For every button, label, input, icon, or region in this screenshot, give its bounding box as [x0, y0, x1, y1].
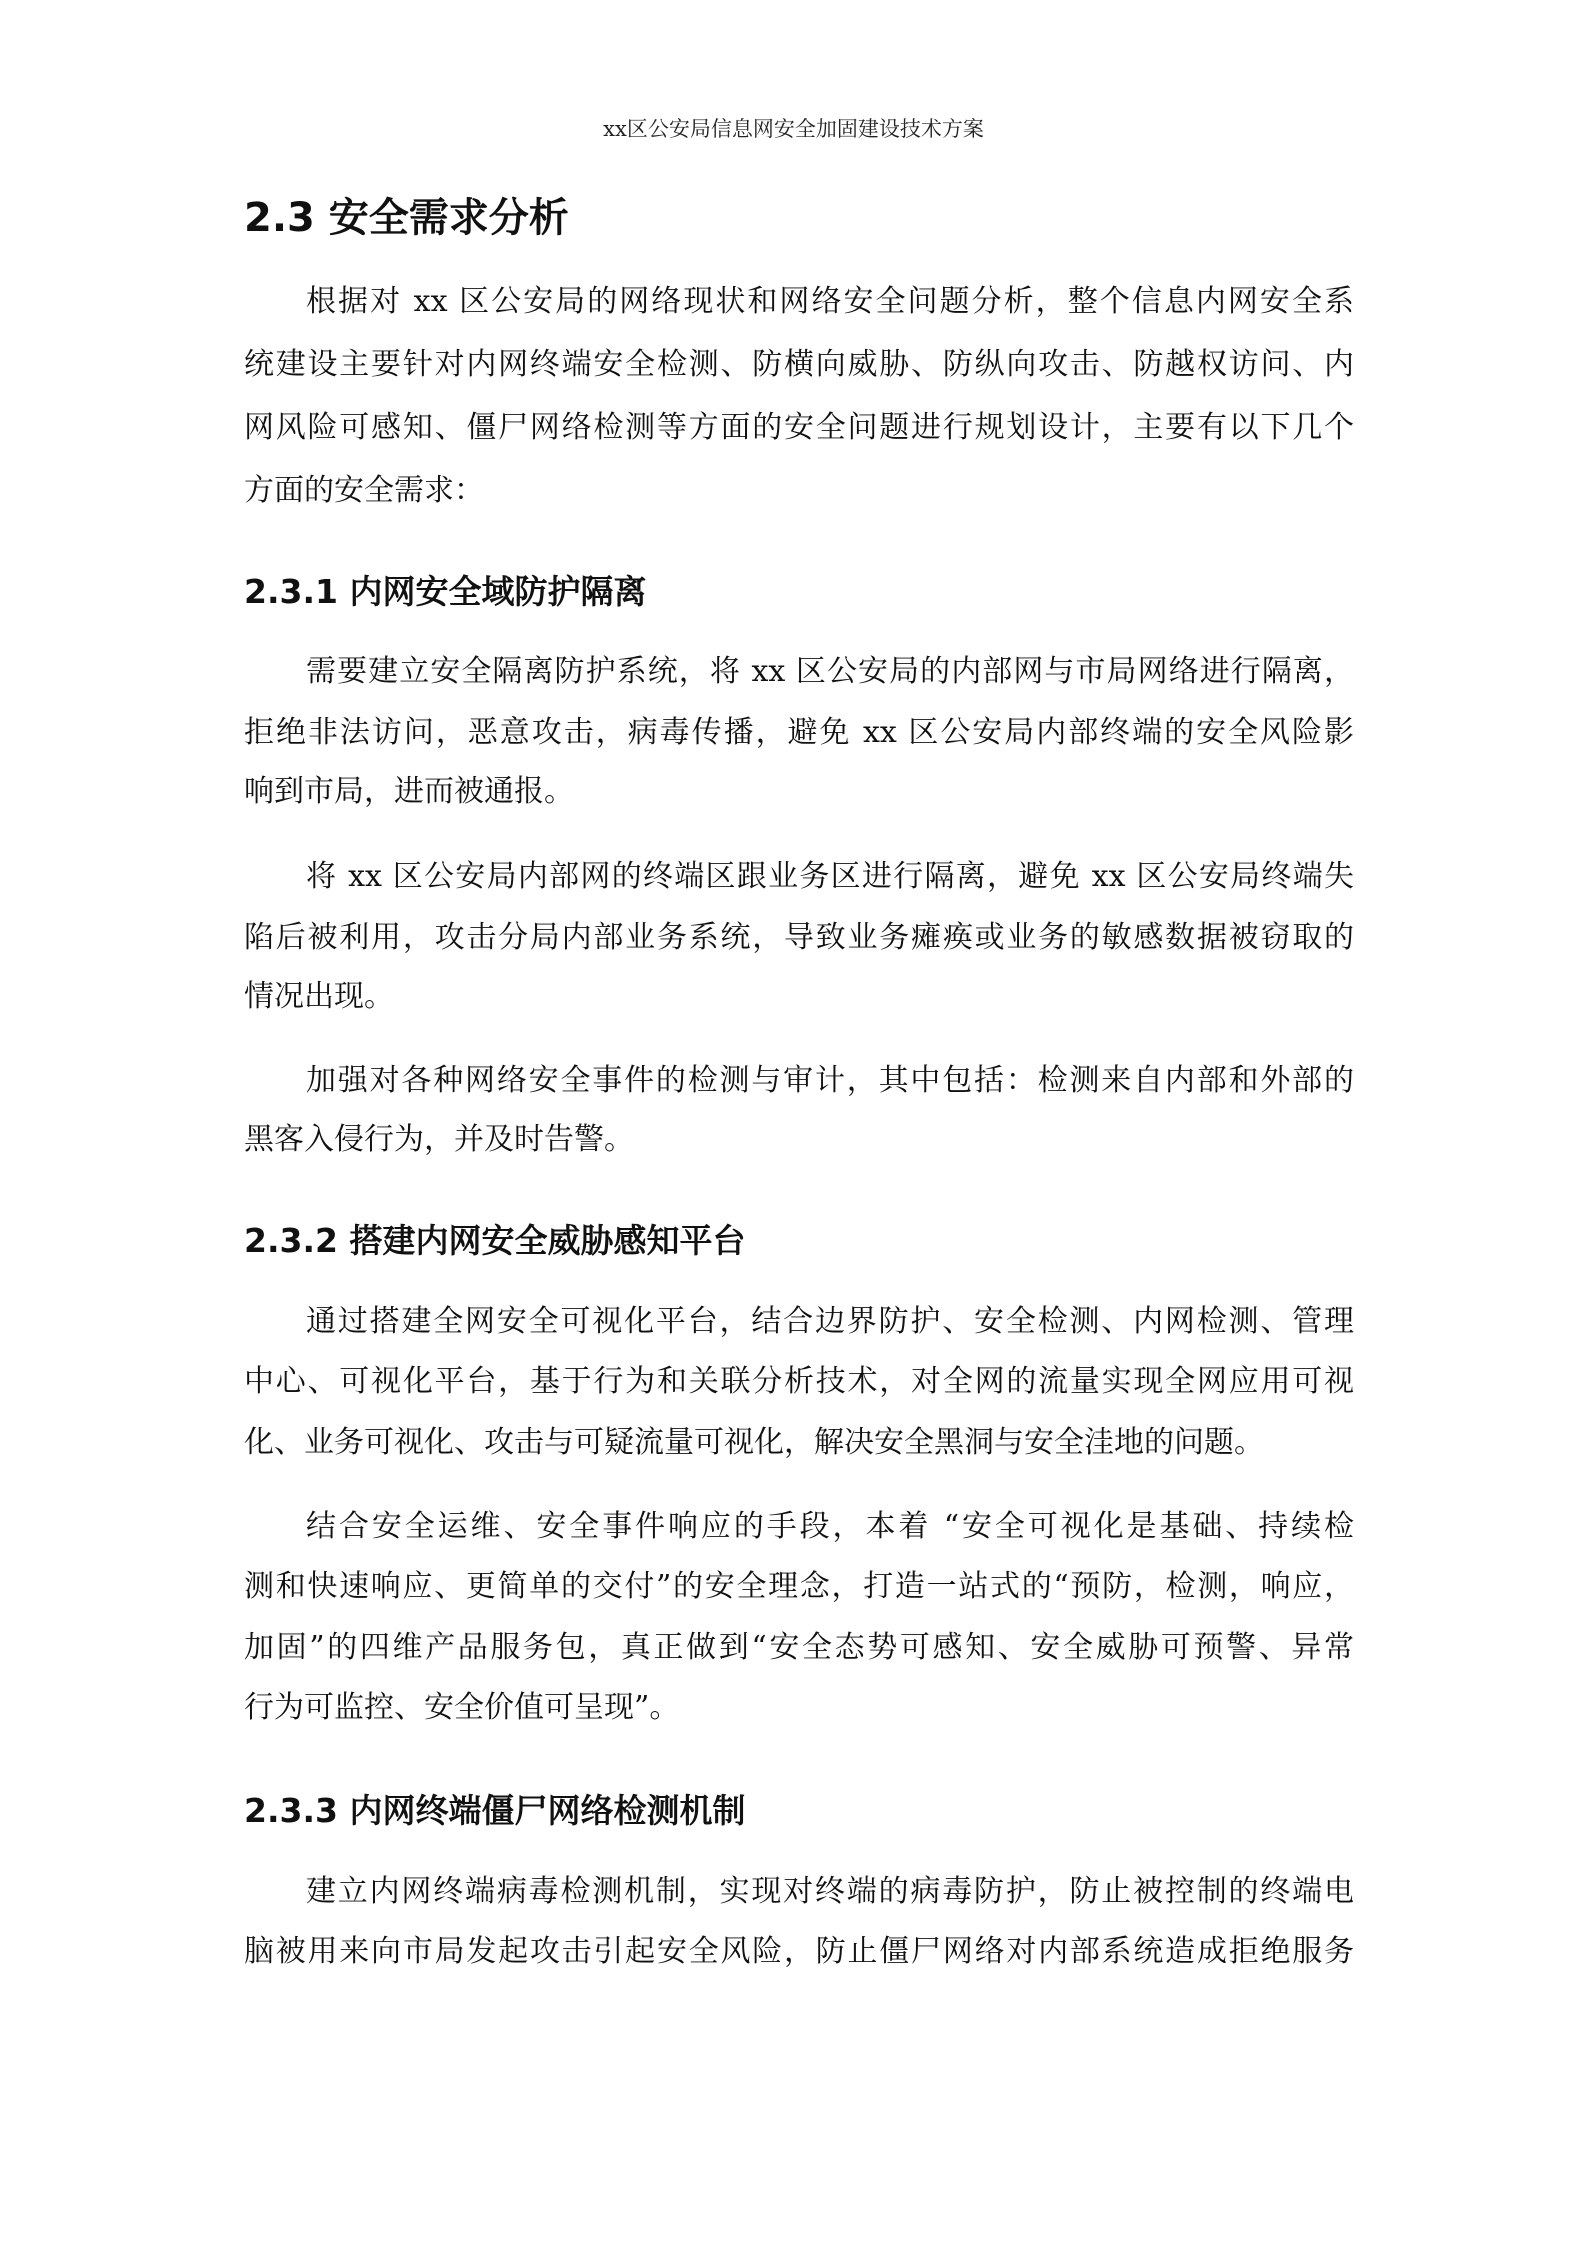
paragraph-line: 化、业务可视化、攻击与可疑流量可视化，解决安全黑洞与安全洼地的问题。	[244, 1425, 1264, 1460]
paragraph-line: 情况出现。	[244, 979, 394, 1014]
paragraph-line: 结合安全运维、安全事件响应的手段，本着 “安全可视化是基础、持续检	[306, 1509, 1354, 1544]
paragraph-line: 黑客入侵行为，并及时告警。	[244, 1122, 634, 1157]
paragraph-line: 根据对 xx 区公安局的网络现状和网络安全问题分析，整个信息内网安全系	[306, 284, 1354, 319]
paragraph-line: 将 xx 区公安局内部网的终端区跟业务区进行隔离，避免 xx 区公安局终端失	[306, 859, 1354, 894]
paragraph-line: 中心、可视化平台，基于行为和关联分析技术，对全网的流量实现全网应用可视	[244, 1364, 1354, 1399]
section-heading: 2.3 安全需求分析	[244, 195, 569, 241]
subsection-heading: 2.3.1 内网安全域防护隔离	[244, 572, 647, 611]
paragraph-line: 测和快速响应、更简单的交付”的安全理念，打造一站式的“预防，检测，响应，	[244, 1569, 1354, 1604]
paragraph-line: 加强对各种网络安全事件的检测与审计，其中包括：检测来自内部和外部的	[306, 1063, 1354, 1098]
paragraph-line: 陷后被利用，攻击分局内部业务系统，导致业务瘫痪或业务的敏感数据被窃取的	[244, 920, 1354, 955]
subsection-heading: 2.3.2 搭建内网安全威胁感知平台	[244, 1221, 746, 1260]
page-header: xx区公安局信息网安全加固建设技术方案	[603, 117, 984, 141]
paragraph-line: 脑被用来向市局发起攻击引起安全风险，防止僵尸网络对内部系统造成拒绝服务	[244, 1934, 1354, 1969]
paragraph-line: 需要建立安全隔离防护系统，将 xx 区公安局的内部网与市局网络进行隔离，	[306, 654, 1354, 689]
paragraph-line: 建立内网终端病毒检测机制，实现对终端的病毒防护，防止被控制的终端电	[306, 1874, 1354, 1909]
paragraph-line: 方面的安全需求：	[244, 473, 484, 508]
subsection-heading: 2.3.3 内网终端僵尸网络检测机制	[244, 1791, 746, 1830]
paragraph-line: 加固”的四维产品服务包，真正做到“安全态势可感知、安全威胁可预警、异常	[244, 1630, 1354, 1665]
paragraph-line: 通过搭建全网安全可视化平台，结合边界防护、安全检测、内网检测、管理	[306, 1304, 1354, 1339]
paragraph-line: 行为可监控、安全价值可呈现”。	[244, 1690, 680, 1725]
paragraph-line: 响到市局，进而被通报。	[244, 774, 574, 809]
paragraph-line: 网风险可感知、僵尸网络检测等方面的安全问题进行规划设计，主要有以下几个	[244, 410, 1354, 445]
paragraph-line: 拒绝非法访问，恶意攻击，病毒传播，避免 xx 区公安局内部终端的安全风险影	[244, 715, 1354, 750]
paragraph-line: 统建设主要针对内网终端安全检测、防横向威胁、防纵向攻击、防越权访问、内	[244, 347, 1354, 382]
